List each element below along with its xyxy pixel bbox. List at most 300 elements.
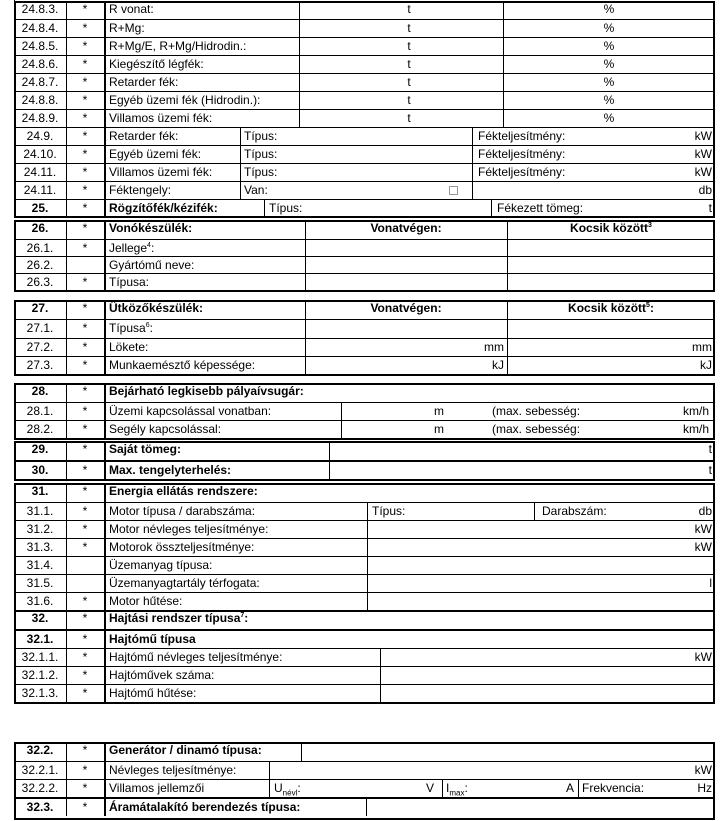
unit-kw: kW xyxy=(694,147,712,161)
item-number: 27.3. xyxy=(26,358,54,372)
unit-t: t xyxy=(708,201,712,215)
brake-label: Retarder fék: xyxy=(109,129,179,143)
column-divider xyxy=(367,593,368,610)
column-divider xyxy=(472,146,473,163)
required-marker: * xyxy=(82,686,88,700)
column-divider xyxy=(105,1,106,19)
parking-brake-label: Rögzítőfék/kézifék: xyxy=(109,201,218,215)
type-label: Típus: xyxy=(269,201,303,215)
unit-t: t xyxy=(407,75,411,89)
column-divider xyxy=(105,274,106,290)
required-marker: * xyxy=(82,321,88,335)
column-divider xyxy=(105,742,106,761)
label-text: Jellege xyxy=(109,241,148,255)
column-divider xyxy=(507,274,508,290)
column-divider xyxy=(105,240,106,256)
label-text: Gyártómű neve: xyxy=(109,258,195,272)
required-marker: * xyxy=(82,504,88,518)
column-divider xyxy=(442,780,443,797)
unit-t: t xyxy=(407,39,411,53)
required-marker: * xyxy=(82,743,88,757)
column-divider xyxy=(105,799,106,816)
required-marker: * xyxy=(82,763,88,777)
col-train-end: Vonatvégen: xyxy=(370,221,442,235)
unit-t: t xyxy=(407,21,411,35)
gear-header-row xyxy=(14,629,715,648)
required-marker: * xyxy=(82,484,88,498)
converter-row xyxy=(14,797,715,816)
column-divider xyxy=(105,220,106,239)
unit: kW xyxy=(694,540,712,554)
brake-row xyxy=(14,1,715,19)
label-suffix: : xyxy=(649,301,654,315)
own-mass-label: Saját tömeg: xyxy=(109,442,182,456)
item-number: 24.11. xyxy=(23,183,57,197)
item-number: 24.8.5. xyxy=(21,39,59,53)
column-divider xyxy=(105,557,106,574)
required-marker: * xyxy=(82,442,88,456)
braked-mass-label: Fékezett tömeg: xyxy=(497,201,584,215)
unit-t: t xyxy=(407,111,411,125)
brake-label: Villamos üzemi fék: xyxy=(109,111,213,125)
column-divider xyxy=(329,441,330,460)
electric-props-label: Villamos jellemzői xyxy=(109,781,205,795)
has-checkbox[interactable] xyxy=(449,186,458,195)
brake-axle-label: Féktengely: xyxy=(109,183,172,197)
brake-row xyxy=(14,91,715,109)
column-divider xyxy=(105,300,106,319)
brake-type-row xyxy=(14,163,715,181)
type-label: Típus: xyxy=(244,129,278,143)
energy-absorption-label: Munkaemésztő képessége: xyxy=(109,358,256,372)
column-divider xyxy=(105,56,106,73)
required-marker: * xyxy=(82,540,88,554)
curve-row xyxy=(14,420,715,438)
column-divider xyxy=(507,240,508,256)
label-text: Hajtási rendszer típusa xyxy=(109,611,241,625)
column-divider xyxy=(269,762,270,779)
unit-db: db xyxy=(698,504,712,518)
voltage-label: $U_{névl}$: xyxy=(274,781,301,798)
column-divider xyxy=(472,128,473,145)
brake-row xyxy=(14,19,715,37)
item-number: 31.6. xyxy=(26,594,54,608)
column-divider xyxy=(66,575,67,592)
generator-power-row xyxy=(14,761,715,779)
gear-power-label: Hajtómű névleges teljesítménye: xyxy=(109,650,283,664)
label-text: Kocsik között xyxy=(570,221,649,235)
column-divider xyxy=(105,503,106,520)
generator-electric-row xyxy=(14,779,715,797)
item-number: 26.2. xyxy=(26,258,54,272)
footnote-marker: 5 xyxy=(646,302,650,309)
item-number: 32.1.2. xyxy=(21,668,59,682)
unit-t: t xyxy=(407,93,411,107)
unit-percent: % xyxy=(603,2,615,16)
buffer-type-row xyxy=(14,319,715,338)
item-number: 27.2. xyxy=(26,340,54,354)
motor-cooling-label: Motor hűtése: xyxy=(109,594,183,608)
item-number: 32.1.3. xyxy=(21,686,59,700)
item-number: 24.8.4. xyxy=(21,21,59,35)
item-number: 29. xyxy=(31,442,49,456)
generator-header-row xyxy=(14,742,715,761)
column-divider xyxy=(105,762,106,779)
coupler-row xyxy=(14,256,715,273)
required-marker: * xyxy=(82,404,88,418)
required-marker: * xyxy=(82,650,88,664)
unit-percent: % xyxy=(603,21,615,35)
item-number: 26.1. xyxy=(26,241,54,255)
item-number: 28.1. xyxy=(26,404,54,418)
motor-type-label: Motor típusa / darabszáma: xyxy=(109,504,256,518)
brake-type-row xyxy=(14,127,715,145)
required-marker: * xyxy=(82,668,88,682)
column-divider xyxy=(367,575,368,592)
column-divider xyxy=(105,20,106,37)
item-number: 24.9. xyxy=(26,129,54,143)
column-divider xyxy=(240,164,241,181)
required-marker: * xyxy=(82,57,88,71)
required-marker: * xyxy=(82,147,88,161)
brake-row xyxy=(14,109,715,127)
column-divider xyxy=(578,780,579,797)
fuel-type-label: Üzemanyag típusa: xyxy=(109,558,213,572)
column-divider xyxy=(105,575,106,592)
unit: kW xyxy=(694,522,712,536)
voltage-subscript: névl xyxy=(282,788,298,798)
column-divider xyxy=(105,631,106,648)
column-divider xyxy=(269,780,270,797)
item-number: 24.8.3. xyxy=(21,2,59,16)
frequency-label: Frekvencia: xyxy=(582,781,645,795)
tank-volume-row xyxy=(14,574,715,592)
column-divider xyxy=(105,685,106,702)
unit-kj: kJ xyxy=(492,358,504,372)
motor-power-row xyxy=(14,520,715,538)
column-divider xyxy=(105,357,106,374)
item-number: 27. xyxy=(31,301,49,315)
item-number: 24.8.8. xyxy=(21,93,59,107)
col-train-end: Vonatvégen: xyxy=(370,301,442,315)
unit-percent: % xyxy=(603,111,615,125)
coupler-row xyxy=(14,273,715,290)
current-subscript: max xyxy=(449,788,465,798)
item-number: 28. xyxy=(31,384,49,398)
gear-title: Hajtómű típusa xyxy=(109,632,196,646)
parking-brake-row xyxy=(14,199,715,218)
brake-label: Kiegészítő légfék: xyxy=(109,57,204,71)
column-divider xyxy=(367,503,368,520)
required-marker: * xyxy=(82,632,88,646)
column-divider xyxy=(105,403,106,420)
brake-axle-row xyxy=(14,181,715,199)
required-marker: * xyxy=(82,221,88,235)
item-number: 26.3. xyxy=(26,275,54,289)
footnote-marker: 4 xyxy=(147,242,151,249)
max-speed-label: (max. sebesség: xyxy=(492,404,581,418)
item-number: 31.1. xyxy=(26,504,54,518)
current-symbol: I xyxy=(446,781,450,795)
required-marker: * xyxy=(82,275,88,289)
required-marker: * xyxy=(82,358,88,372)
column-divider xyxy=(105,421,106,438)
curve-row xyxy=(14,402,715,420)
unit-hz: Hz xyxy=(697,781,712,795)
checkbox-cell[interactable] xyxy=(449,182,469,199)
brake-label: Egyéb üzemi fék (Hidrodin.): xyxy=(109,93,261,107)
column-divider xyxy=(507,257,508,273)
unit-kmh: km/h xyxy=(682,404,709,418)
item-number: 26. xyxy=(31,221,49,235)
buffer-energy-row xyxy=(14,356,715,374)
unit-percent: % xyxy=(603,57,615,71)
motor-type-row xyxy=(14,502,715,520)
column-divider xyxy=(305,339,306,356)
column-divider xyxy=(105,383,106,402)
column-divider xyxy=(105,128,106,145)
column-divider xyxy=(105,339,106,356)
required-marker: * xyxy=(82,800,88,814)
required-marker: * xyxy=(82,2,88,16)
col-between-cars xyxy=(507,300,715,319)
item-number: 32.2.1. xyxy=(21,763,59,777)
brake-row xyxy=(14,73,715,91)
column-divider xyxy=(105,110,106,127)
column-divider xyxy=(105,200,106,218)
column-divider xyxy=(105,610,106,629)
unit-mm: mm xyxy=(692,340,712,354)
energy-header-row xyxy=(14,483,715,502)
item-number: 24.8.6. xyxy=(21,57,59,71)
label-text: Kocsik között xyxy=(568,301,647,315)
unit-a: A xyxy=(565,781,574,795)
column-divider xyxy=(264,200,265,218)
column-divider xyxy=(366,799,367,816)
column-divider xyxy=(380,649,381,666)
item-number: 24.8.7. xyxy=(21,75,59,89)
required-marker: * xyxy=(82,522,88,536)
converter-label: Áramátalakító berendezés típusa: xyxy=(109,800,301,814)
unit-v: V xyxy=(425,781,434,795)
unit-t: t xyxy=(407,2,411,16)
coupler-label xyxy=(109,240,304,256)
column-divider xyxy=(105,74,106,91)
coupler-label xyxy=(109,257,304,273)
item-number: 32.2. xyxy=(26,743,54,757)
unit-percent: % xyxy=(603,93,615,107)
max-speed-label: (max. sebesség: xyxy=(492,422,581,436)
unit-t: t xyxy=(708,463,712,477)
brake-row xyxy=(14,55,715,73)
item-number: 32.2.2. xyxy=(21,781,59,795)
column-divider xyxy=(105,441,106,460)
item-number: 31. xyxy=(31,484,49,498)
item-number: 32.3. xyxy=(26,800,54,814)
column-divider xyxy=(240,146,241,163)
label-text: Típusa: xyxy=(109,275,150,289)
brake-label: Retarder fék: xyxy=(109,75,179,89)
required-marker: * xyxy=(82,183,88,197)
column-divider xyxy=(105,521,106,538)
voltage-symbol: U xyxy=(274,781,283,795)
curve-label: Segély kapcsolással: xyxy=(109,422,222,436)
required-marker: * xyxy=(82,340,88,354)
required-marker: * xyxy=(82,165,88,179)
brake-label: Villamos üzemi fék: xyxy=(109,165,213,179)
item-number: 25. xyxy=(31,201,49,215)
current-label: $I_{max}$: xyxy=(446,781,468,798)
item-number: 31.5. xyxy=(26,576,54,590)
label-suffix: : xyxy=(244,611,249,625)
required-marker: * xyxy=(82,201,88,215)
energy-title: Energia ellátás rendszere: xyxy=(109,484,258,498)
column-divider xyxy=(105,483,106,502)
unit-kmh: km/h xyxy=(682,422,709,436)
generator-power-label: Névleges teljesítménye: xyxy=(109,763,237,777)
column-divider xyxy=(240,128,241,145)
column-divider xyxy=(105,462,106,479)
column-divider xyxy=(534,503,535,520)
column-divider xyxy=(367,539,368,556)
footnote-marker: 3 xyxy=(648,222,652,229)
type-label: Típus: xyxy=(244,165,278,179)
coupler-row xyxy=(14,239,715,256)
item-number: 27.1. xyxy=(26,321,54,335)
required-marker xyxy=(66,257,104,273)
type-label: Típus: xyxy=(372,504,406,518)
required-marker: * xyxy=(82,301,88,315)
drive-system-row xyxy=(14,610,715,629)
unit-m: m xyxy=(434,422,444,436)
column-divider xyxy=(491,200,492,218)
brake-label: R vonat: xyxy=(109,2,154,16)
unit-kw: kW xyxy=(694,650,712,664)
unit-percent: % xyxy=(603,75,615,89)
column-divider xyxy=(305,357,306,374)
column-divider xyxy=(305,240,306,256)
required-marker: * xyxy=(82,422,88,436)
column-divider xyxy=(341,403,342,420)
item-number: 30. xyxy=(31,463,49,477)
unit-kj: kJ xyxy=(700,358,712,372)
column-divider xyxy=(105,257,106,273)
gear-power-row xyxy=(14,648,715,666)
column-divider xyxy=(105,182,106,199)
motor-power-label: Motor névleges teljesítménye: xyxy=(109,522,269,536)
item-number: 24.10. xyxy=(23,147,57,161)
curve-label: Üzemi kapcsolással vonatban: xyxy=(109,404,272,418)
brake-label: R+Mg/E, R+Mg/Hidrodin.: xyxy=(109,39,247,53)
column-divider xyxy=(105,667,106,684)
tank-volume-label: Üzemanyagtartály térfogata: xyxy=(109,576,260,590)
axle-load-row xyxy=(14,460,715,479)
column-divider xyxy=(472,164,473,181)
item-number: 24.8.9. xyxy=(21,111,59,125)
buffer-title: Ütközőkészülék: xyxy=(109,301,204,315)
buffer-stroke-row xyxy=(14,338,715,356)
column-divider xyxy=(380,685,381,702)
own-mass-row xyxy=(14,441,715,460)
column-divider xyxy=(507,339,508,356)
item-number: 31.3. xyxy=(26,540,54,554)
gear-count-row xyxy=(14,666,715,684)
label-suffix: : xyxy=(149,321,153,335)
required-marker: * xyxy=(82,39,88,53)
gear-cooling-label: Hajtómű hűtése: xyxy=(109,686,197,700)
column-divider xyxy=(301,742,302,761)
unit-t: t xyxy=(407,57,411,71)
column-divider xyxy=(507,357,508,374)
column-divider xyxy=(105,146,106,163)
curve-title: Bejárható legkisebb pályaívsugár: xyxy=(109,384,304,398)
fuel-type-row xyxy=(14,556,715,574)
footnote-marker: 7 xyxy=(240,612,245,619)
column-divider xyxy=(240,182,241,199)
required-marker: * xyxy=(82,21,88,35)
item-number: 32. xyxy=(31,611,49,625)
item-number: 28.2. xyxy=(26,422,54,436)
unit-mm: mm xyxy=(484,340,504,354)
column-divider xyxy=(472,182,473,199)
brake-type-row xyxy=(14,145,715,163)
column-divider xyxy=(305,320,306,338)
column-divider xyxy=(105,593,106,610)
column-divider xyxy=(305,274,306,290)
count-label: Darabszám: xyxy=(542,504,607,518)
power-label: Fékteljesítmény: xyxy=(478,147,566,161)
col-between-cars xyxy=(507,220,715,239)
generator-title: Generátor / dinamó típusa: xyxy=(109,743,262,757)
item-number: 31.4. xyxy=(26,558,54,572)
column-divider xyxy=(66,557,67,574)
has-label: Van: xyxy=(244,183,268,197)
item-number: 32.1.1. xyxy=(21,650,59,664)
drive-system-label xyxy=(109,610,369,629)
buffer-header-row xyxy=(14,300,715,319)
brake-label: R+Mg: xyxy=(109,21,145,35)
column-divider xyxy=(367,557,368,574)
axle-load-label: Max. tengelyterhelés: xyxy=(109,463,232,477)
unit: l xyxy=(709,576,712,590)
total-power-row xyxy=(14,538,715,556)
power-label: Fékteljesítmény: xyxy=(478,165,566,179)
required-marker: * xyxy=(82,384,88,398)
item-number: 32.1. xyxy=(26,632,54,646)
column-divider xyxy=(105,164,106,181)
required-marker: * xyxy=(82,611,88,625)
unit-kw: kW xyxy=(694,763,712,777)
stroke-label: Lökete: xyxy=(109,340,149,354)
required-marker: * xyxy=(82,781,88,795)
unit-m: m xyxy=(434,404,444,418)
gear-cooling-row xyxy=(14,684,715,702)
power-label: Fékteljesítmény: xyxy=(478,129,566,143)
footnote-marker: 6 xyxy=(145,322,150,329)
required-marker: * xyxy=(82,594,88,608)
type-label: Típus: xyxy=(244,147,278,161)
coupler-title: Vonókészülék: xyxy=(109,221,193,235)
column-divider xyxy=(105,649,106,666)
column-divider xyxy=(105,320,106,338)
required-marker: * xyxy=(82,129,88,143)
column-divider xyxy=(380,667,381,684)
unit-kw: kW xyxy=(694,165,712,179)
brake-row xyxy=(14,37,715,55)
buffer-type-label xyxy=(109,320,304,338)
item-number: 31.2. xyxy=(26,522,54,536)
required-marker: * xyxy=(82,93,88,107)
